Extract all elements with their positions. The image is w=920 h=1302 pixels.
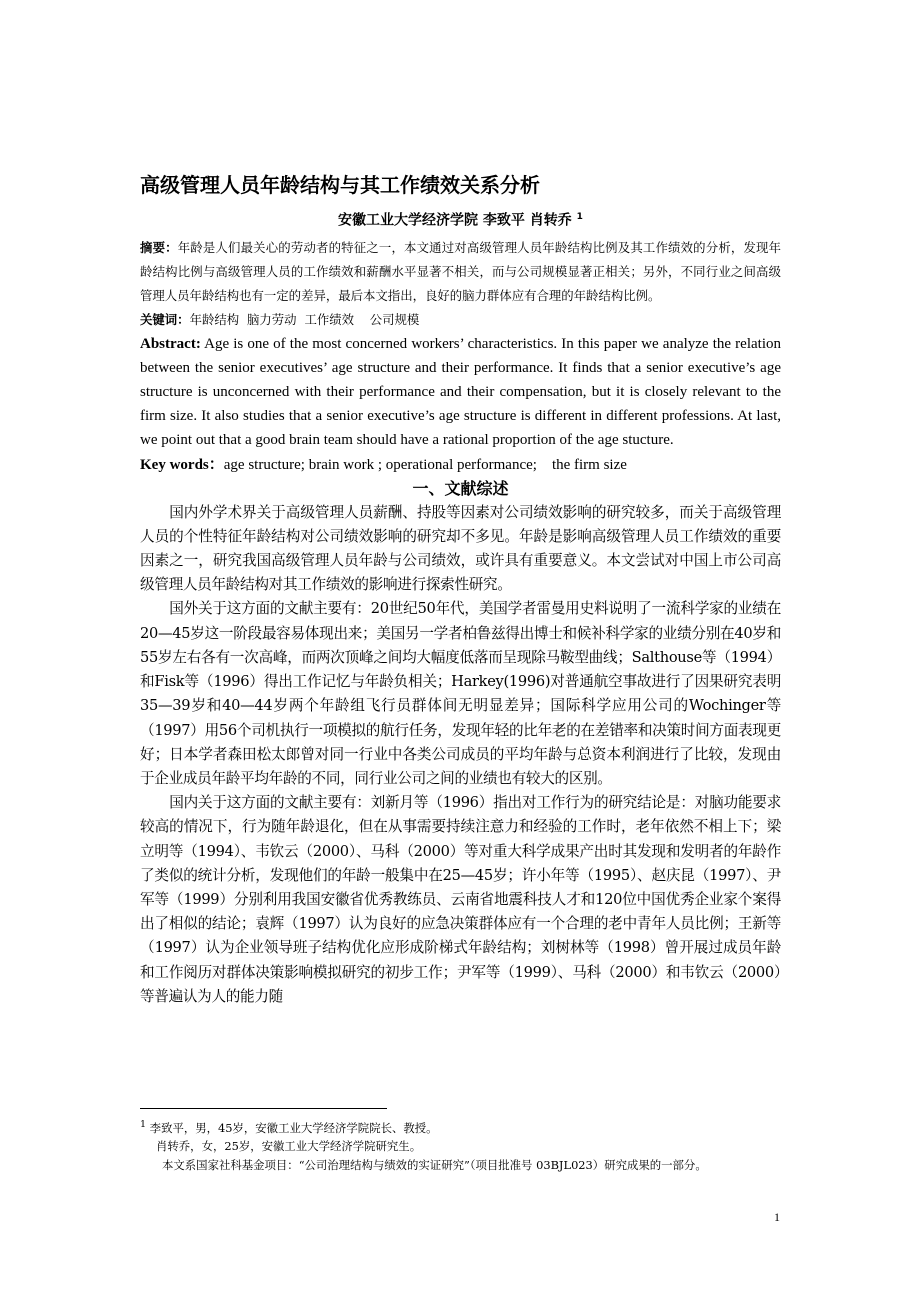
paragraph: 国内外学术界关于高级管理人员薪酬、持股等因素对公司绩效影响的研究较多，而关于高级管理人员的个性特征年龄结构对公司绩效影响的研究却不多见。年龄是影响高级管理人员工作绩效的重要因素之一，研究我国高级管理人员年龄与公司绩效，或许具有重要意义。本文尝试对中国上市公司高级管理人员年龄结构对其工作绩效的影响进行探索性研究。 [140, 503, 781, 594]
abstract-cn-label: 摘要： [140, 239, 178, 255]
keywords-en-label: Key words： [140, 456, 224, 473]
footnote-1 [140, 1116, 790, 1137]
abstract-cn [140, 236, 781, 308]
section-heading: 一、文献综述 [412, 478, 509, 498]
keywords-cn-label: 关键词： [140, 311, 190, 327]
keywords-cn-text: 年龄结构 脑力劳动 工作绩效 公司规模 [189, 311, 420, 327]
abstract-en [140, 332, 781, 453]
paper-body [140, 168, 781, 1009]
page-number: 1 [774, 1210, 780, 1224]
author-affiliation [140, 206, 781, 232]
footnotes [140, 1116, 790, 1174]
keywords-en-text: age structure; brain work ; operational performance; the firm size [223, 456, 627, 473]
footnote-mark: 1 [140, 1119, 147, 1130]
paper-title: 高级管理人员年龄结构与其工作绩效关系分析 [140, 173, 540, 197]
paragraph: 国内关于这方面的文献主要有：刘新月等（1996）指出对工作行为的研究结论是：对脑功能要求较高的情况下，行为随年龄退化，但在从事需要持续注意力和经验的工作时，老年依然不相上下；梁立明等（1994）、韦钦云（2000）、马科（2000）等对重大科学成果产出时其发现和发明者的年龄作了类似的统计分析，发现他们的年龄一般集中在25—45岁；许小年等（1995）、赵庆昆（1997）、尹军等（1999）分别利用我国安徽省优秀教练员、云南省地震科技人才和120位中国优秀企业家个案得出了相似的结论；袁辉（1997）认为良好的应急决策群体应有一个合理的老中青年人员比例；王新等（1997）认为企业领导班子结构优化应形成阶梯式年龄结构；刘树林等（1998）曾开展过成员年龄和工作阅历对群体决策影响模拟研究的初步工作；尹军等（1999）、马科（2000）和韦钦云（2000）等普遍认为人的能力随 [140, 794, 781, 1005]
footnote-line-3: 本文系国家社科基金项目：“公司治理结构与绩效的实证研究”（项目批准号 03BJL023）研究成果的一部分。 [162, 1157, 707, 1172]
abstract-cn-text: 年龄是人们最关心的劳动者的特征之一，本文通过对高级管理人员年龄结构比例及其工作绩效的分析，发现年龄结构比例与高级管理人员的工作绩效和薪酬水平显著不相关，而与公司规模显著正相关；另外，不同行业之间高级管理人员年龄结构也有一定的差异，最后本文指出，良好的脑力群体应有合理的年龄结构比例。 [140, 239, 782, 303]
abstract-en-text: Age is one of the most concerned workers’ characteristics. In this paper we analyze the relation between the senior executives’ age structure and their performance. It finds that a senior executive’s age structure is unconcerned with their performance and their compensation, but it is closely relevant to the firm size. It also studies that a senior executive’s age structure is different in different professions. At last, we point out that a good brain team should have a rational proportion of the age stucture. [140, 335, 781, 449]
author-footnote-mark: 1 [576, 212, 583, 222]
footnote-line-2: 肖转乔，女，25岁，安徽工业大学经济学院研究生。 [156, 1139, 422, 1154]
keywords-en [140, 453, 781, 477]
keywords-cn [140, 308, 781, 332]
footnote-line-1: 李致平，男，45岁，安徽工业大学经济学院院长、教授。 [149, 1120, 438, 1135]
footnote-divider [140, 1108, 387, 1109]
abstract-en-label: Abstract: [140, 335, 201, 352]
paragraph: 国外关于这方面的文献主要有：20世纪50年代，美国学者雷曼用史料说明了一流科学家的业绩在20—45岁这一阶段最容易体现出来；美国另一学者柏鲁兹得出博士和候补科学家的业绩分别在40岁和55岁左右各有一次高峰，而两次顶峰之间均大幅度低落而呈现除马鞍型曲线；Salthouse等（1994）和Fisk等（1996）得出工作记忆与年龄负相关；Harkey(1996)对普通航空事故进行了因果研究表明35—39岁和40—44岁两个年龄组飞行员群体间无明显差异；国际科学应用公司的Wochinger等（1997）用56个司机执行一项模拟的航行任务，发现年轻的比年老的在差错率和决策时间方面表现更好；日本学者森田松太郎曾对同一行业中各类公司成员的平均年龄与总资本利润进行了比较，发现由于企业成员年龄平均年龄的不同，同行业公司之间的业绩也有较大的区别。 [140, 600, 781, 787]
author-names: 安徽工业大学经济学院 李致平 肖转乔 [338, 212, 572, 229]
